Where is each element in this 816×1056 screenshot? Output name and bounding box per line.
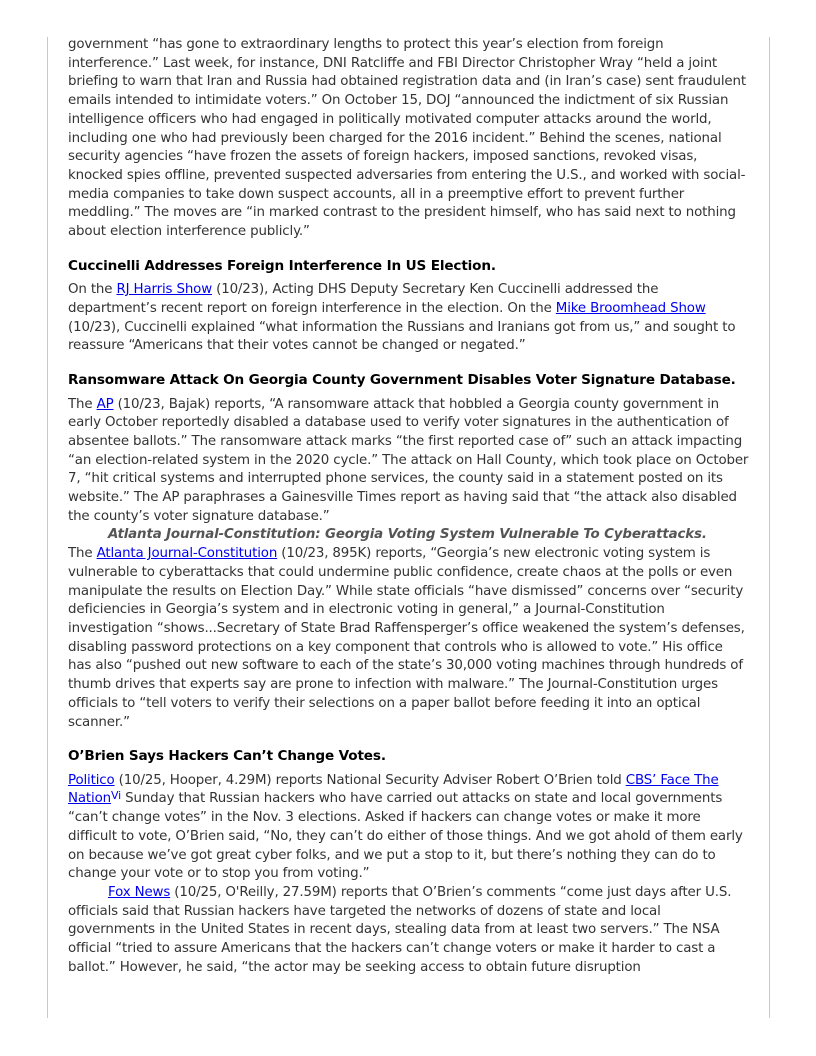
link-ap[interactable]: AP xyxy=(96,396,114,412)
link-mike-broomhead-show[interactable]: Mike Broomhead Show xyxy=(555,300,706,316)
text-run: (10/23, 895K) reports, “Georgia’s new electronic voting system is vulnerable to cyberattacks that could undermine public confidence, create chaos at the polls or even manipulate the results on Election Day.” While state officials “have dismissed” concerns over “security deficiencies in Georgia’s system and in electronic voting in general,” a Journal-Constitution investigation “shows...Secretary of State Brad Raffensperger’s office weakened the system’s defenses, disabling password protections on a key component that controls who is allowed to vote.” His office has also “pushed out new software to each of the state’s 30,000 voting machines through hundreds of thumb drives that experts say are prone to infection with malware.” The Journal-Constitution urges officials to “tell voters to verify their selections on a paper ballot before feeding it into an optical scanner.” xyxy=(68,546,745,730)
document-body xyxy=(68,36,750,977)
article-ransomware xyxy=(68,371,750,732)
article-paragraph xyxy=(68,396,750,527)
spacer xyxy=(68,356,750,371)
article-subheadline: Atlanta Journal-Constitution: Georgia Voting System Vulnerable To Cyberattacks. xyxy=(108,527,707,543)
article-paragraph xyxy=(68,545,750,732)
link-politico[interactable]: Politico xyxy=(68,772,115,788)
link-rj-harris-show[interactable]: RJ Harris Show xyxy=(116,282,213,298)
text-run: (10/25, Hooper, 4.29M) reports National Security Adviser Robert O’Brien told xyxy=(114,772,626,788)
link-fox-news[interactable]: Fox News xyxy=(108,884,171,900)
article-headline: O’Brien Says Hackers Can’t Change Votes. xyxy=(68,748,386,765)
video-marker[interactable]: Vi xyxy=(110,789,122,803)
text-run: The xyxy=(68,546,97,562)
link-atlanta-journal-constitution[interactable]: Atlanta Journal-Constitution xyxy=(96,546,278,562)
text-run: The xyxy=(68,396,97,412)
article-headline: Cuccinelli Addresses Foreign Interference In US Election. xyxy=(68,257,496,274)
text-run: (10/25, O'Reilly, 27.59M) reports that O’Brien’s comments “come just days after U.S. officials said that Russian hackers have targeted the networks of dozens of state and local governments in the United States in recent days, stealing data from at least two servers.” The NSA official “tried to assure Americans that the hackers can’t change voters or make it harder to cast a ballot.” However, he said, “the actor may be seeking access to obtain future disruption xyxy=(68,884,732,975)
article-obrien xyxy=(68,747,750,977)
link-cbs-face-the-nation[interactable]: CBS’ Face The Nation xyxy=(68,772,719,807)
article-cuccinelli xyxy=(68,257,750,356)
text-run: (10/23, Bajak) reports, “A ransomware attack that hobbled a Georgia county government in early October reportedly disabled a database used to verify voter signatures in the authentication of absentee ballots.” The ransomware attack marks “the first reported case of” such an attack impacting “an election-related system in the 2020 cycle.” The attack on Hall County, which took place on October 7, “hit critical systems and interrupted phone services, the county said in a statement posted on its website.” The AP paraphrases a Gainesville Times report as having said that “the attack also disabled the county’s voter signature database.” xyxy=(68,396,749,524)
text-run: Sunday that Russian hackers who have carried out attacks on state and local governments “can’t change votes” in the Nov. 3 elections. Asked if hackers can change votes or make it more difficult to vote, O’Brien said, “No, they can’t do either of those things. And we got ahold of them early on because we’ve got great cyber folks, and we put a stop to it, but there’s nothing they can do to change your vote or to stop you from voting.” xyxy=(68,791,743,882)
article-paragraph xyxy=(68,772,750,884)
spacer xyxy=(68,242,750,257)
text-run: On the xyxy=(68,282,117,298)
text-run: (10/23), Cuccinelli explained “what information the Russians and Iranians got from us,” and sought to reassure “Americans that their votes cannot be changed or negated.” xyxy=(68,319,736,354)
text-run: (10/23), Acting DHS Deputy Secretary Ken Cuccinelli addressed the department’s recent report on foreign interference in the election. On the xyxy=(68,282,659,316)
article-headline: Ransomware Attack On Georgia County Government Disables Voter Signature Database. xyxy=(68,372,736,389)
article-paragraph xyxy=(68,281,750,356)
article-paragraph xyxy=(68,884,750,978)
intro-paragraph: government “has gone to extraordinary lengths to protect this year’s election from foreign interference.” Last week, for instance, DNI Ratcliffe and FBI Director Christopher Wray “held a joint briefing to warn that Iran and Russia had obtained registration data and (in Iran’s case) sent fraudulent emails intended to intimidate voters.” On October 15, DOJ “announced the indictment of six Russian intelligence officers who had engaged in politically motivated computer attacks around the world, including one who had previously been charged for the 2016 incident.” Behind the scenes, national security agencies “have frozen the assets of foreign hackers, imposed sanctions, revoked visas, knocked spies offline, prevented suspected adversaries from entering the U.S., and worked with social-media companies to take down suspect accounts, all in a preemptive effort to prevent further meddling.” The moves are “in marked contrast to the president himself, who has said next to nothing about election interference publicly.” xyxy=(68,37,746,240)
spacer xyxy=(68,732,750,747)
